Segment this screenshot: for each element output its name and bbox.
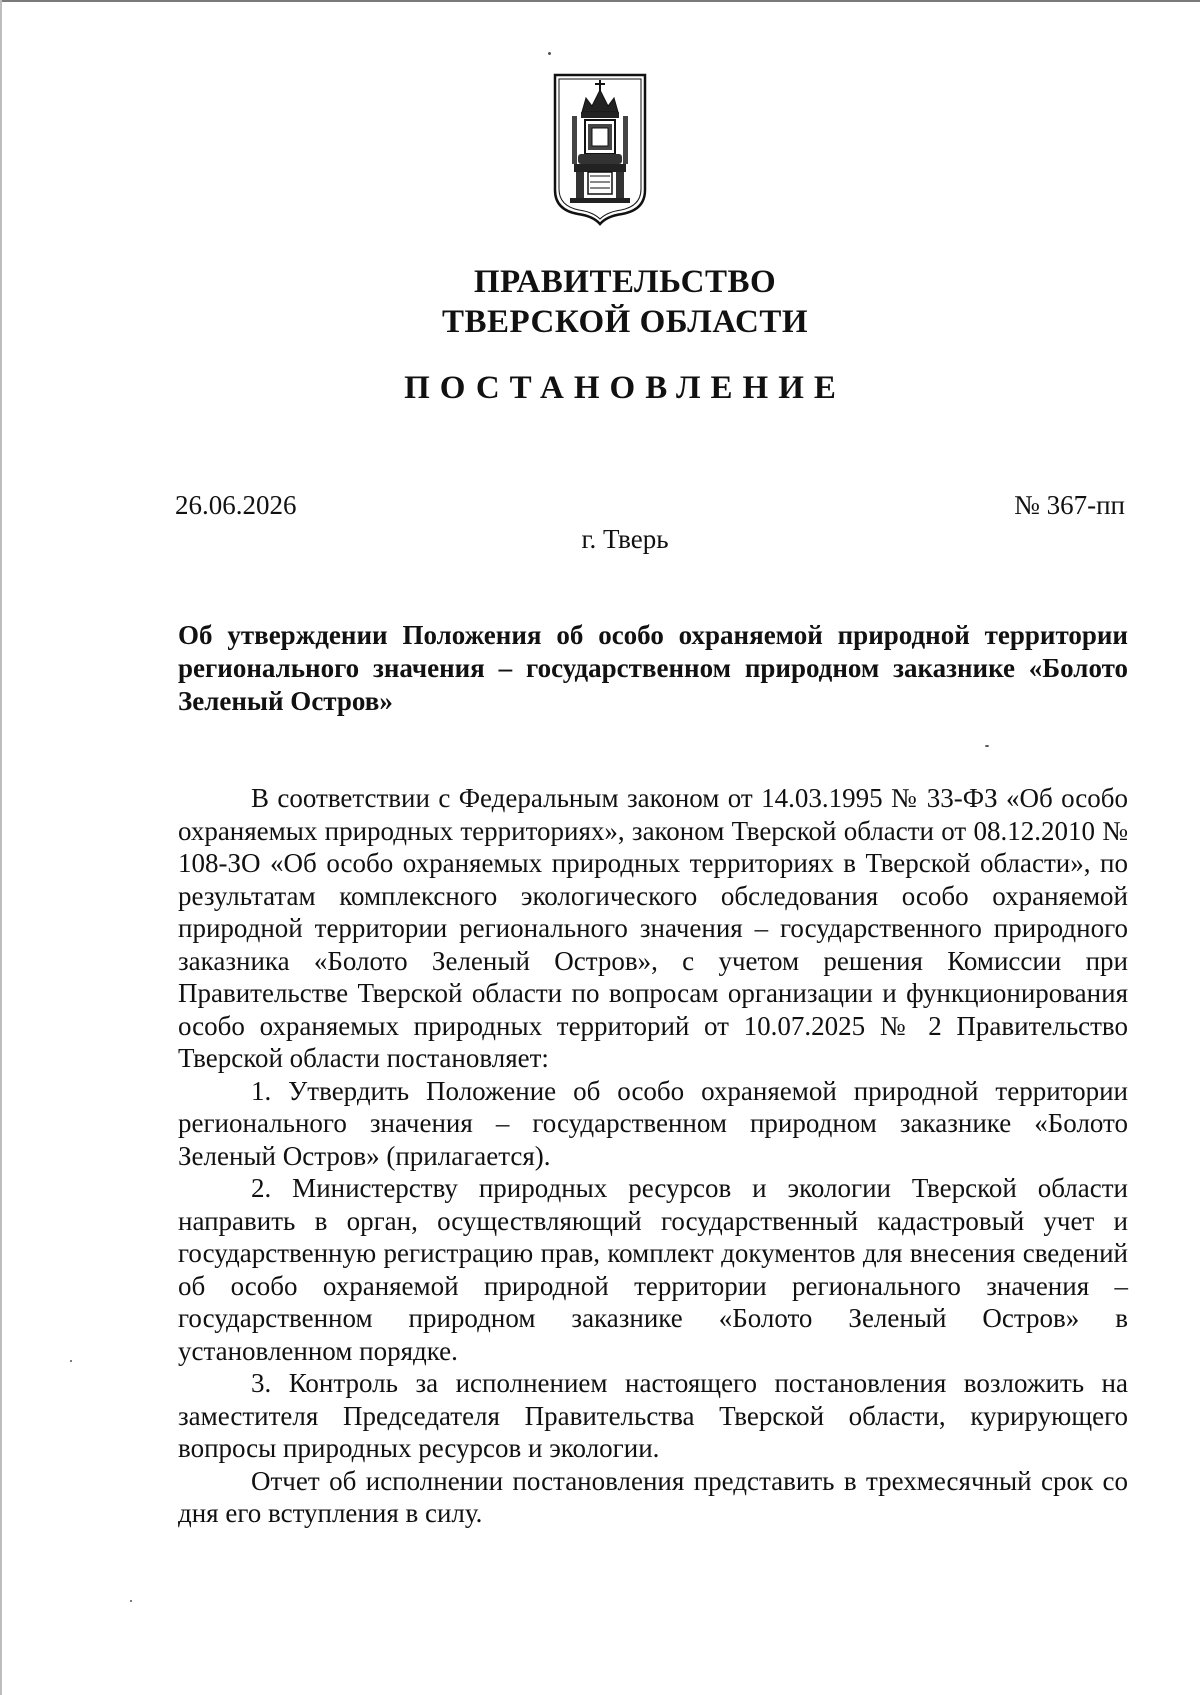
- scan-speck: [70, 1360, 72, 1362]
- document-date: 26.06.2026: [175, 490, 297, 520]
- body-paragraph-item-3: 3. Контроль за исполнением настоящего постановления возложить на заместителя Председателя Правительства Тверской области, курирующего вопросы природных ресурсов и экологии.: [178, 1368, 1128, 1463]
- government-name-line1: ПРАВИТЕЛЬСТВО: [473, 264, 777, 300]
- scan-edge-top: [0, 0, 1200, 2]
- body-paragraph-item-1: 1. Утвердить Положение об особо охраняемой природной территории регионального значения – государственном природном заказнике «Болото Зеленый Остров» (прилагается).: [178, 1075, 1128, 1171]
- government-name: [0, 262, 1200, 342]
- body-paragraph-preamble: В соответствии с Федеральным законом от 14.03.1995 № 33-ФЗ «Об особо охраняемых природных территориях», законом Тверской области от 08.12.2010 № 108-ЗО «Об особо охраняемых природных территориях в Тверской области», по результатам комплексного экологического обследования особо охраняемой природной территории регионального значения – государственного природного заказника «Болото Зеленый Остров», с учетом решения Комиссии при Правительстве Тверской области по вопросам организации и функционирования особо охраняемых природных территорий от 10.07.2025 № 2 Правительство Тверской области постановляет:: [178, 783, 1128, 1073]
- document-type: ПОСТАНОВЛЕНИЕ: [404, 370, 846, 406]
- body-paragraph-report: Отчет об исполнении постановления представить в трехмесячный срок со дня его вступления в силу.: [178, 1465, 1128, 1528]
- document-number: № 367-пп: [1014, 490, 1125, 520]
- scan-speck: [548, 52, 551, 55]
- document-city: г. Тверь: [581, 524, 669, 554]
- scan-speck: [985, 745, 989, 747]
- document-title: Об утверждении Положения об особо охраняемой природной территории регионального значения – государственном природном заказнике «Болото Зеленый Остров»: [178, 620, 1128, 716]
- scan-speck: [130, 1600, 132, 1602]
- tver-coat-of-arms-icon: [552, 72, 648, 228]
- document-body: [178, 782, 1128, 1530]
- government-name-line2: ТВЕРСКОЙ ОБЛАСТИ: [441, 304, 809, 340]
- scan-edge-left: [0, 0, 2, 1695]
- body-paragraph-item-2: 2. Министерству природных ресурсов и экологии Тверской области направить в орган, осуществляющий государственный кадастровый учет и государственную регистрацию прав, комплект документов для внесения сведений об особо охраняемой природной территории регионального значения – государственном природном заказнике «Болото Зеленый Остров» в установленном порядке.: [178, 1173, 1128, 1366]
